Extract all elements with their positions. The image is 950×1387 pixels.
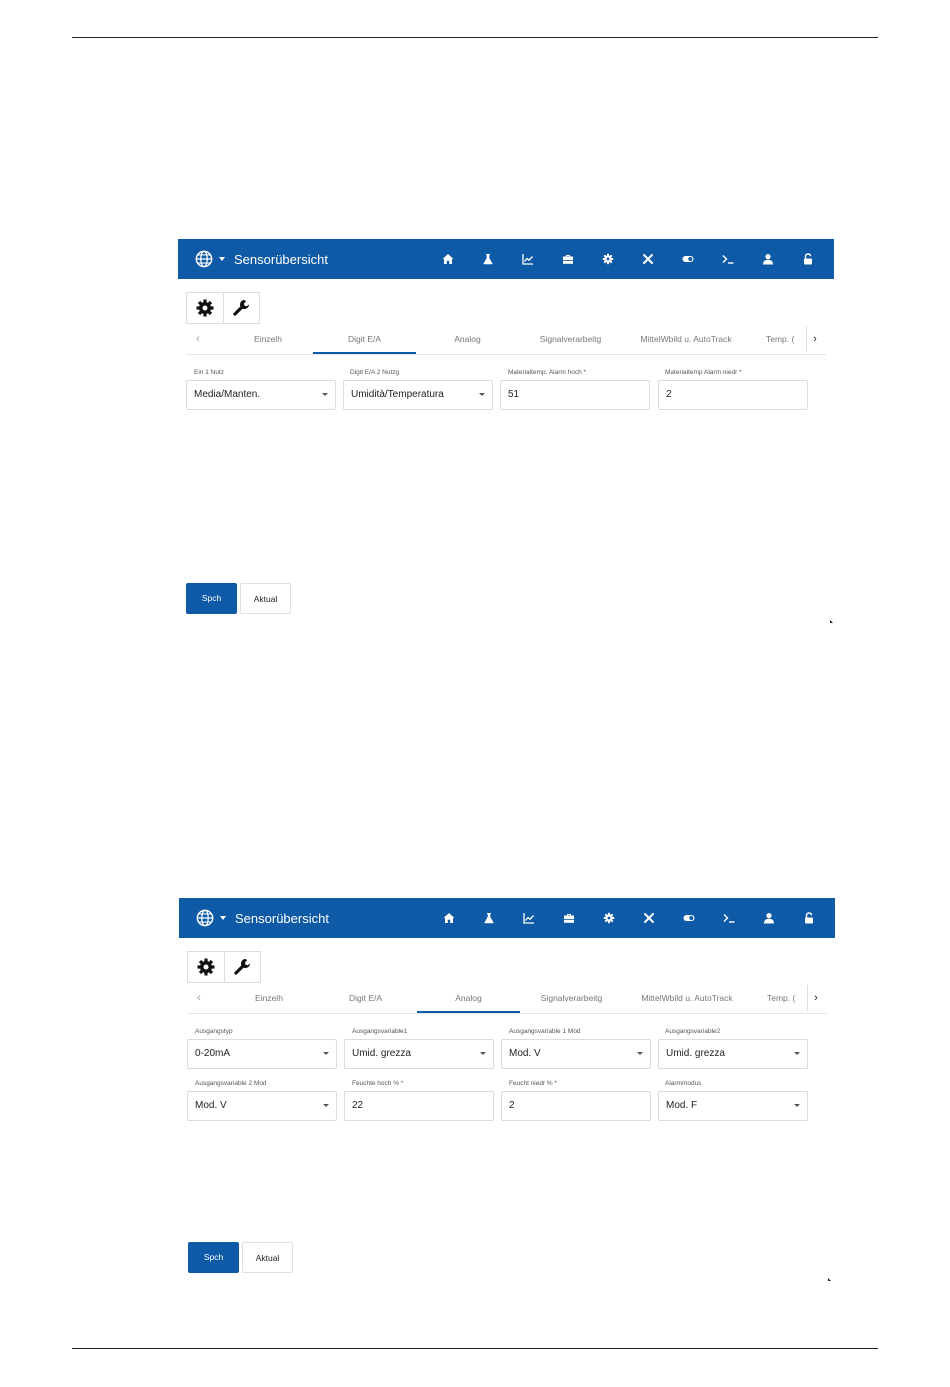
flask-icon[interactable]	[468, 239, 508, 279]
field-label: Ein 1 Nutz	[194, 369, 224, 376]
chart-icon[interactable]	[509, 898, 549, 938]
field-value: Umid. grezza	[666, 1048, 725, 1059]
tab-temp[interactable]: Temp. (	[766, 334, 795, 344]
nav-icon-bar	[428, 239, 828, 279]
dropdown-caret-icon	[323, 1052, 329, 1055]
tab-analog[interactable]: Analog	[454, 334, 481, 344]
field-label: Materialtemp Alarm niedr *	[665, 369, 742, 376]
tab-digit-ea[interactable]: Digit E/A	[313, 326, 416, 354]
resize-handle[interactable]	[830, 620, 833, 623]
ausgangstyp-select[interactable]	[187, 1039, 337, 1069]
gear-icon[interactable]	[589, 898, 629, 938]
chevron-right-icon[interactable]: ›	[807, 985, 824, 1011]
tab-mittelwbild[interactable]: MittelWbild u. AutoTrack	[640, 334, 732, 344]
field-label: Ausgangstyp	[195, 1028, 233, 1035]
field-value: 2	[666, 389, 672, 400]
page-top-rule	[72, 37, 878, 38]
field-label: Ausgangsvariable 2 Mod	[195, 1080, 267, 1087]
ausgangsvariable2-select[interactable]	[658, 1039, 808, 1069]
home-icon[interactable]	[429, 898, 469, 938]
dropdown-caret-icon	[322, 393, 328, 396]
gear-icon[interactable]	[588, 239, 628, 279]
chevron-left-icon[interactable]: ‹	[197, 992, 201, 1004]
chevron-right-icon[interactable]: ›	[806, 326, 823, 352]
dropdown-caret-icon	[480, 1052, 486, 1055]
field-value: 2	[509, 1100, 515, 1111]
globe-icon[interactable]	[196, 909, 214, 927]
chart-icon[interactable]	[508, 239, 548, 279]
materialtemp-alarm-niedr-input[interactable]	[658, 380, 808, 410]
field-label: Materialtemp. Alarm hoch *	[508, 369, 587, 376]
globe-icon[interactable]	[195, 250, 213, 268]
refresh-button[interactable]: Aktual	[240, 583, 291, 614]
field-value: Umid. grezza	[352, 1048, 411, 1059]
field-label: Feucht niedr % *	[509, 1080, 558, 1087]
ausgangsvariable1-mod-select[interactable]	[501, 1039, 651, 1069]
tab-temp[interactable]: Temp. (	[767, 993, 796, 1003]
tab-einzelh[interactable]: Einzelh	[254, 334, 282, 344]
user-icon[interactable]	[749, 898, 789, 938]
home-icon[interactable]	[428, 239, 468, 279]
resize-handle[interactable]	[828, 1278, 831, 1281]
wrench-icon[interactable]	[223, 293, 260, 323]
toggle-icon[interactable]	[668, 239, 708, 279]
tab-bar	[187, 985, 827, 1014]
field-label: Ausgangsvariable 1 Mod	[509, 1028, 581, 1035]
field-value: Mod. F	[666, 1100, 698, 1111]
save-button[interactable]: Spch	[186, 583, 237, 614]
tool-toggle-group	[186, 292, 260, 324]
toolbox-icon[interactable]	[549, 898, 589, 938]
flask-icon[interactable]	[469, 898, 509, 938]
page-bottom-rule	[72, 1348, 878, 1349]
navbar	[179, 898, 835, 938]
tab-einzelh[interactable]: Einzelh	[255, 993, 283, 1003]
materialtemp-alarm-hoch-input[interactable]	[500, 380, 650, 410]
field-value: 0-20mA	[195, 1048, 231, 1059]
field-label: Ausgangsvariable2	[665, 1028, 721, 1035]
screenshot-digit-io	[178, 239, 834, 629]
ein1-nutz-select[interactable]	[186, 380, 336, 410]
gear-icon[interactable]	[188, 952, 224, 982]
unlock-icon[interactable]	[789, 898, 829, 938]
tab-analog[interactable]: Analog	[417, 985, 520, 1013]
unlock-icon[interactable]	[788, 239, 828, 279]
language-caret-icon[interactable]	[220, 916, 226, 920]
ausgangsvariable1-select[interactable]	[344, 1039, 494, 1069]
tool-toggle-group	[187, 951, 261, 983]
field-value: Mod. V	[509, 1048, 541, 1059]
field-label: Alarmmodus	[665, 1080, 702, 1087]
gear-icon[interactable]	[187, 293, 223, 323]
chevron-left-icon[interactable]: ‹	[196, 333, 200, 345]
field-label: Ausgangsvariable1	[352, 1028, 408, 1035]
ausgangsvariable2-mod-select[interactable]	[187, 1091, 337, 1121]
tab-signalverarbeitung[interactable]: Signalverarbeitg	[540, 993, 603, 1003]
tab-mittelwbild[interactable]: MittelWbild u. AutoTrack	[641, 993, 733, 1003]
app-title: Sensorübersicht	[235, 910, 329, 926]
dropdown-caret-icon	[479, 393, 485, 396]
tab-signalverarbeitung[interactable]: Signalverarbeitg	[539, 334, 602, 344]
save-button[interactable]: Spch	[188, 1242, 239, 1273]
field-value: Media/Manten.	[194, 389, 261, 400]
field-value: Mod. V	[195, 1100, 227, 1111]
dropdown-caret-icon	[637, 1052, 643, 1055]
screenshot-analog	[179, 898, 835, 1288]
feuchte-hoch-input[interactable]	[344, 1091, 494, 1121]
toggle-icon[interactable]	[669, 898, 709, 938]
navbar	[178, 239, 834, 279]
wrench-icon[interactable]	[224, 952, 261, 982]
alarmmodus-select[interactable]	[658, 1091, 808, 1121]
dropdown-caret-icon	[794, 1104, 800, 1107]
tab-bar	[186, 326, 826, 355]
language-caret-icon[interactable]	[219, 257, 225, 261]
refresh-button[interactable]: Aktual	[242, 1242, 293, 1273]
field-value: 22	[352, 1100, 364, 1111]
app-title: Sensorübersicht	[234, 251, 328, 267]
digit-ea2-nutzg-select[interactable]	[343, 380, 493, 410]
dropdown-caret-icon	[794, 1052, 800, 1055]
tab-digit-ea[interactable]: Digit E/A	[348, 993, 383, 1003]
field-label: Feuchte hoch % *	[352, 1080, 404, 1087]
toolbox-icon[interactable]	[548, 239, 588, 279]
user-icon[interactable]	[748, 239, 788, 279]
field-value: Umidità/Temperatura	[351, 389, 444, 400]
field-label: Digit E/A 2 Nutzg	[350, 369, 400, 376]
terminal-icon[interactable]	[709, 898, 749, 938]
tools-icon[interactable]	[629, 898, 669, 938]
tools-icon[interactable]	[628, 239, 668, 279]
terminal-icon[interactable]	[708, 239, 748, 279]
dropdown-caret-icon	[323, 1104, 329, 1107]
feucht-niedr-input[interactable]	[501, 1091, 651, 1121]
field-value: 51	[508, 389, 520, 400]
nav-icon-bar	[429, 898, 829, 938]
